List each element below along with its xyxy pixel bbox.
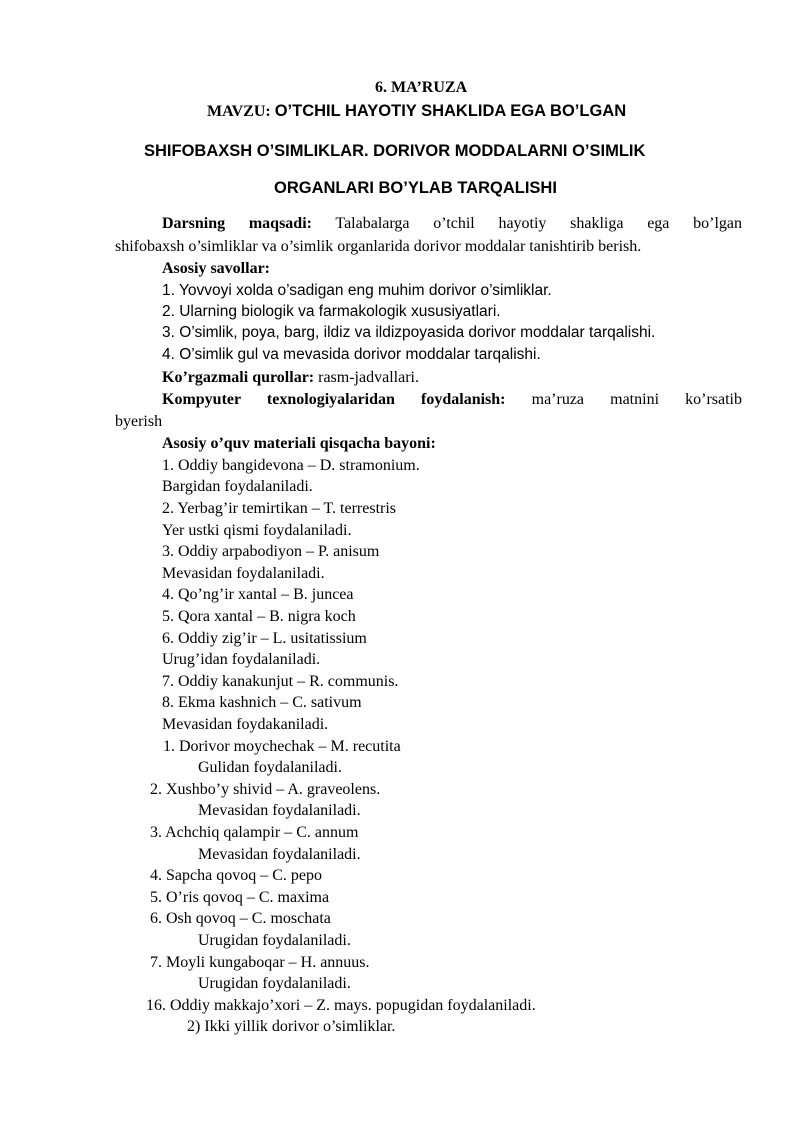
material-line: 7. Moyli kungaboqar – H. annuus. [150,954,370,971]
questions-heading: Asosiy savollar: [162,260,270,277]
question-item: 1. Yovvoyi xolda o’sadigan eng muhim dorivor o’simliklar. [162,282,552,299]
material-line: Mevasidan foydalaniladi. [162,565,325,582]
computer-label: Kompyuter texnologiyalaridan foydalanish: [162,391,506,408]
material-line: Mevasidan foydalaniladi. [198,802,361,819]
material-heading: Asosiy o’quv materiali qisqacha bayoni: [162,435,436,452]
title-line-3: ORGANLARI BO’YLAB TARQALISHI [274,179,557,197]
title-line-1: O’TCHIL HAYOTIY SHAKLIDA EGA BO’LGAN [274,102,627,120]
topic-label: MAVZU: [207,103,271,120]
material-line: 8. Ekma kashnich – C. sativum [162,694,362,711]
question-item: 3. O’simlik, poya, barg, ildiz va ildizpoyasida dorivor moddalar tarqalishi. [162,324,656,341]
material-line: 6. Oddiy zig’ir – L. usitatissium [162,630,367,647]
material-line: 3. Achchiq qalampir – C. annum [150,824,359,841]
material-line: 6. Osh qovoq – C. moschata [150,910,331,927]
goal-line-2: shifobaxsh o’simliklar va o’simlik organlarida dorivor moddalar tanishtirib berish. [115,238,642,255]
material-line: Bargidan foydalaniladi. [162,478,313,495]
material-line: 1. Dorivor moychechak – M. recutita [163,738,401,755]
material-line: 16. Oddiy makkajo’xori – Z. mays. popugidan foydalaniladi. [146,997,536,1014]
material-line: Urugidan foydalaniladi. [198,975,351,992]
goal-label: Darsning maqsadi: [162,215,312,232]
material-line: 2. Xushbo’y shivid – A. graveolens. [150,781,381,798]
question-item: 4. O’simlik gul va mevasida dorivor moddalar tarqalishi. [162,346,541,363]
computer-text-1: ma’ruza matnini ko’rsatib [531,391,743,408]
title-line-2: SHIFOBAXSH O’SIMLIKLAR. DORIVOR MODDALARNI O’SIMLIK [144,142,646,160]
material-line: Mevasidan foydalaniladi. [198,846,361,863]
material-line: 4. Qo’ng’ir xantal – B. juncea [162,586,354,603]
material-line: Urugidan foydalaniladi. [198,932,351,949]
topic-line [207,101,626,122]
material-line: Yer ustki qismi foydalaniladi. [162,522,352,539]
material-line: 3. Oddiy arpabodiyon – P. anisum [162,543,380,560]
material-line: 2. Yerbag’ir temirtikan – T. terrestris [162,500,397,517]
material-line: Urug’idan foydalaniladi. [162,651,321,668]
material-line: Mevasidan foydakaniladi. [162,716,329,733]
material-line: 2) Ikki yillik dorivor o’simliklar. [187,1018,396,1035]
visual-aids-line [162,368,419,388]
computer-line-2: byerish [115,413,163,430]
material-line: 5. O’ris qovoq – C. maxima [150,889,330,906]
goal-text-1: Talabalarga o’tchil hayotiy shakliga ega bo’lgan [335,215,742,232]
question-item: 2. Ularning biologik va farmakologik xususiyatlari. [162,303,501,320]
visual-aids-text: rasm-jadvallari. [314,369,419,386]
material-line: 7. Oddiy kanakunjut – R. communis. [162,673,399,690]
material-line: Gulidan foydalaniladi. [198,759,342,776]
material-line: 5. Qora xantal – B. nigra koch [162,608,356,625]
lecture-number: 6. MA’RUZA [375,79,468,96]
material-line: 4. Sapcha qovoq – C. pepo [150,867,322,884]
goal-line-1 [162,214,742,234]
material-line: 1. Oddiy bangidevona – D. stramonium. [162,457,420,474]
visual-aids-label: Ko’rgazmali qurollar: [162,369,315,386]
computer-line-1 [162,390,742,410]
